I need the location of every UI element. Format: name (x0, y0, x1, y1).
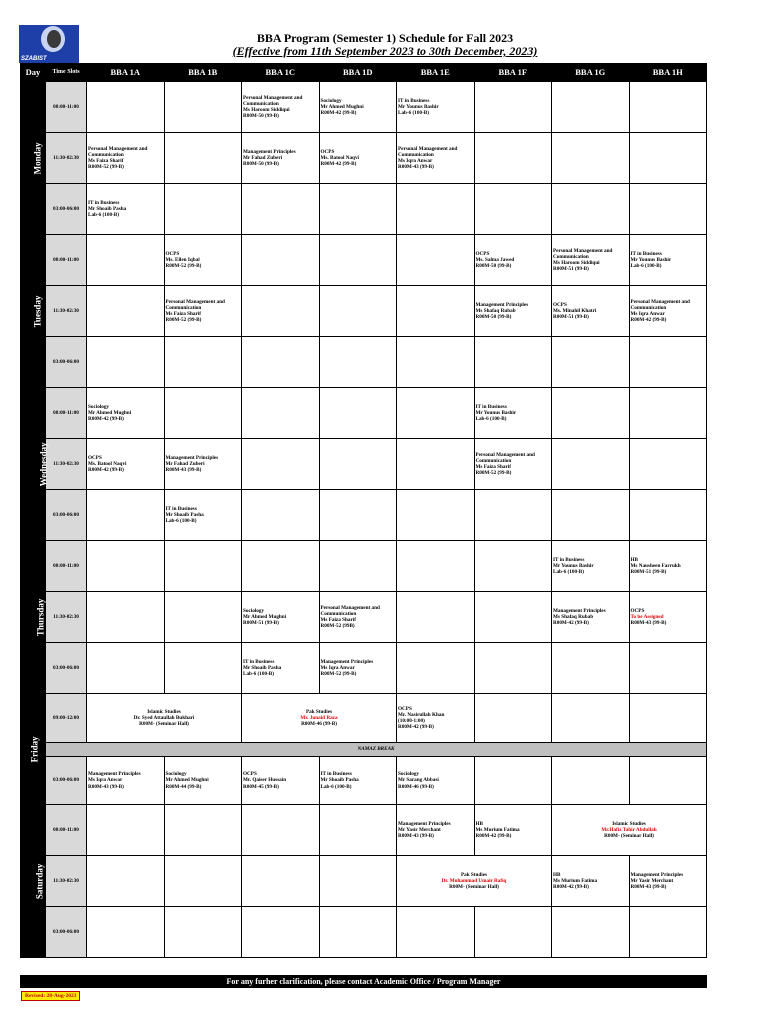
class-cell: OCPS Ms. Batool Naqvi R00M-42 (99-B) (319, 133, 397, 184)
time-slot: 11:30-02:30 (46, 286, 87, 337)
day-label: Saturday (21, 805, 46, 958)
class-cell: Personal Management and Communication Ms Iqra Anwar R00M-43 (99-B) (397, 133, 475, 184)
class-cell: Personal Management and Communication Ms Iqra Anwar R00M-42 (99-B) (629, 286, 707, 337)
class-cell: Management Principles Ms Iqra Anwar R00M-52 (99-B) (319, 643, 397, 694)
table-row (21, 907, 707, 958)
table-row (21, 133, 707, 184)
col-header-section: BBA 1F (474, 64, 552, 82)
header-row (21, 64, 707, 82)
time-slot: 11:30-02:30 (46, 856, 87, 907)
time-slot: 03:00-06:00 (46, 490, 87, 541)
class-cell: OCPS Ms. Ellen Iqbal R00M-52 (99-B) (164, 235, 242, 286)
class-cell: IT in Business Mr Younus Bashir Lab-6 (100-B) (474, 388, 552, 439)
class-cell: Personal Management and Communication Ms Haroom Siddiqui R00M-51 (99-B) (552, 235, 630, 286)
time-slot: 08:00-11:00 (46, 82, 87, 133)
class-cell: Sociology Mr Ahmed Mughni R00M-42 (99-B) (87, 388, 165, 439)
table-row (21, 439, 707, 490)
revised-badge: Revised: 28-Aug-2023 (21, 991, 80, 1001)
col-header-section: BBA 1E (397, 64, 475, 82)
class-cell: HB Ms Murium Fatima R00M-42 (99-B) (474, 805, 552, 856)
class-cell: OCPS Mr. Nasirullah Khan (10:00-1:00) R00M-42 (99-B) (397, 694, 475, 743)
class-cell: Management Principles Ms Shafaq Rubab R00M-42 (99-B) (552, 592, 630, 643)
time-slot: 11:30-02:30 (46, 133, 87, 184)
class-cell: Sociology Mr Ahmed Mughni R00M-44 (99-B) (164, 757, 242, 805)
time-slot: 03:00-06:00 (46, 337, 87, 388)
time-slot: 09:00-12:00 (46, 694, 87, 743)
table-row (21, 184, 707, 235)
class-cell: Personal Management and Communication Ms Faiza Sharif R00M-52 (99-B) (474, 439, 552, 490)
class-cell: Sociology Mr Sarang Abbasi R00M-46 (99-B) (397, 757, 475, 805)
day-label: Thursday (21, 541, 46, 694)
time-slot: 08:00-11:00 (46, 388, 87, 439)
class-cell: Management Principles Ms Shafaq Rubab R00M-50 (99-B) (474, 286, 552, 337)
class-cell: OCPS Mr. Qaiser Hussain R00M-45 (99-B) (242, 757, 320, 805)
class-cell: Sociology Mr Ahmed Mughni R00M-42 (99-B) (319, 82, 397, 133)
table-row (21, 805, 707, 856)
class-cell: IT in Business Mr Younus Bashir Lab-6 (100-B) (397, 82, 475, 133)
table-row (21, 235, 707, 286)
class-cell: HB Ms Murium Fatima R00M-42 (99-B) (552, 856, 630, 907)
class-cell: Sociology Mr Ahmed Mughni R00M-51 (99-B) (242, 592, 320, 643)
table-row (21, 743, 707, 757)
table-row (21, 643, 707, 694)
day-label: Monday (21, 82, 46, 235)
schedule-table (20, 63, 707, 958)
class-cell: OCPS To be Assigned R00M-43 (99-B) (629, 592, 707, 643)
class-cell: Islamic Studies Mr.Hafiz Tahir Abdullah R00M- (Seminar Hall) (552, 805, 707, 856)
time-slot: 08:00-11:00 (46, 235, 87, 286)
col-header-section: BBA 1B (164, 64, 242, 82)
class-cell: IT in Business Mr Shoaib Pasha Lab-6 (100-B) (164, 490, 242, 541)
page-title: BBA Program (Semester 1) Schedule for Fall 2023 (256, 31, 514, 45)
class-cell: Management Principles Mr Fahad Zuberi R00M-43 (99-B) (164, 439, 242, 490)
class-cell: IT in Business Mr Shoaib Pasha Lab-6 (100-B) (87, 184, 165, 235)
class-cell: Pak Studies Dr. Muhammad Umair Rafiq R00M- (Seminar Hall) (397, 856, 552, 907)
footer-note: For any furher clarification, please contact Academic Office / Program Manager (20, 975, 707, 988)
table-row (21, 541, 707, 592)
class-cell: Management Principles Mr Yasir Merchant R00M-43 (99-B) (629, 856, 707, 907)
class-cell: IT in Business Mr Shoaib Pasha Lab-6 (100-B) (242, 643, 320, 694)
day-label: Friday (21, 694, 46, 805)
col-header-section: BBA 1G (552, 64, 630, 82)
class-cell: OCPS Ms. Salma Jawed R00M-50 (99-B) (474, 235, 552, 286)
class-cell: Personal Management and Communication Ms Faiza Sharif R00M-52 (99B) (319, 592, 397, 643)
class-cell: Personal Management and Communication Ms Haroom Siddiqui R00M-50 (99-B) (242, 82, 320, 133)
class-cell: Management Principles Mr Yasir Merchant R00M-43 (99-B) (397, 805, 475, 856)
table-row (21, 388, 707, 439)
class-cell: Pak Studies Mr. Junaid Raza R00M-46 (99-B) (242, 694, 397, 743)
table-row (21, 286, 707, 337)
table-row (21, 82, 707, 133)
col-header-time: Time Slots (46, 64, 87, 82)
table-row (21, 757, 707, 805)
col-header-section: BBA 1A (87, 64, 165, 82)
table-row (21, 694, 707, 743)
class-cell: HB Ms Nausheen Farrukh R00M-51 (99-B) (629, 541, 707, 592)
class-cell: IT in Business Mr Younus Bashir Lab-6 (100-B) (552, 541, 630, 592)
class-cell: IT in Business Mr Shoaib Pasha Lab-6 (100-B) (319, 757, 397, 805)
time-slot: 03:00-06:00 (46, 184, 87, 235)
time-slot: 08:00-11:00 (46, 541, 87, 592)
day-label: Tuesday (21, 235, 46, 388)
class-cell: Management Principles Mr Fahad Zuberi R00M-50 (99-B) (242, 133, 320, 184)
class-cell: OCPS Ms. Batool Naqvi R00M-42 (99-B) (87, 439, 165, 490)
table-row (21, 337, 707, 388)
class-cell: Personal Management and Communication Ms Faiza Sharif R00M-52 (99-B) (164, 286, 242, 337)
col-header-day: Day (21, 64, 46, 82)
col-header-section: BBA 1C (242, 64, 320, 82)
table-row (21, 592, 707, 643)
class-cell: OCPS Ms. Minahil Khatri R00M-51 (99-B) (552, 286, 630, 337)
class-cell: Management Principles Ms Iqra Anwar R00M-43 (99-B) (87, 757, 165, 805)
time-slot: 08:00-11:00 (46, 805, 87, 856)
time-slot: 03:00-06:00 (46, 643, 87, 694)
col-header-section: BBA 1D (319, 64, 397, 82)
namaz-break: NAMAZ BREAK (46, 743, 707, 757)
class-cell: IT in Business Mr Younus Bashir Lab-6 (100-B) (629, 235, 707, 286)
class-cell: Personal Management and Communication Ms Faiza Sharif R00M-52 (99-B) (87, 133, 165, 184)
time-slot: 03:00-06:00 (46, 757, 87, 805)
szabist-logo: SZABIST (19, 25, 79, 63)
table-row (21, 490, 707, 541)
time-slot: 11:30-02:30 (46, 592, 87, 643)
day-label: Wednesday (21, 388, 46, 541)
class-cell: Islamic Studies Dr. Syed Attaullah Bukhari R00M- (Seminar Hall) (87, 694, 242, 743)
table-row (21, 856, 707, 907)
page-subtitle: (Effective from 11th September 2023 to 30th December, 2023) (232, 44, 538, 58)
col-header-section: BBA 1H (629, 64, 707, 82)
time-slot: 03:00-06:00 (46, 907, 87, 958)
time-slot: 11:30-02:30 (46, 439, 87, 490)
